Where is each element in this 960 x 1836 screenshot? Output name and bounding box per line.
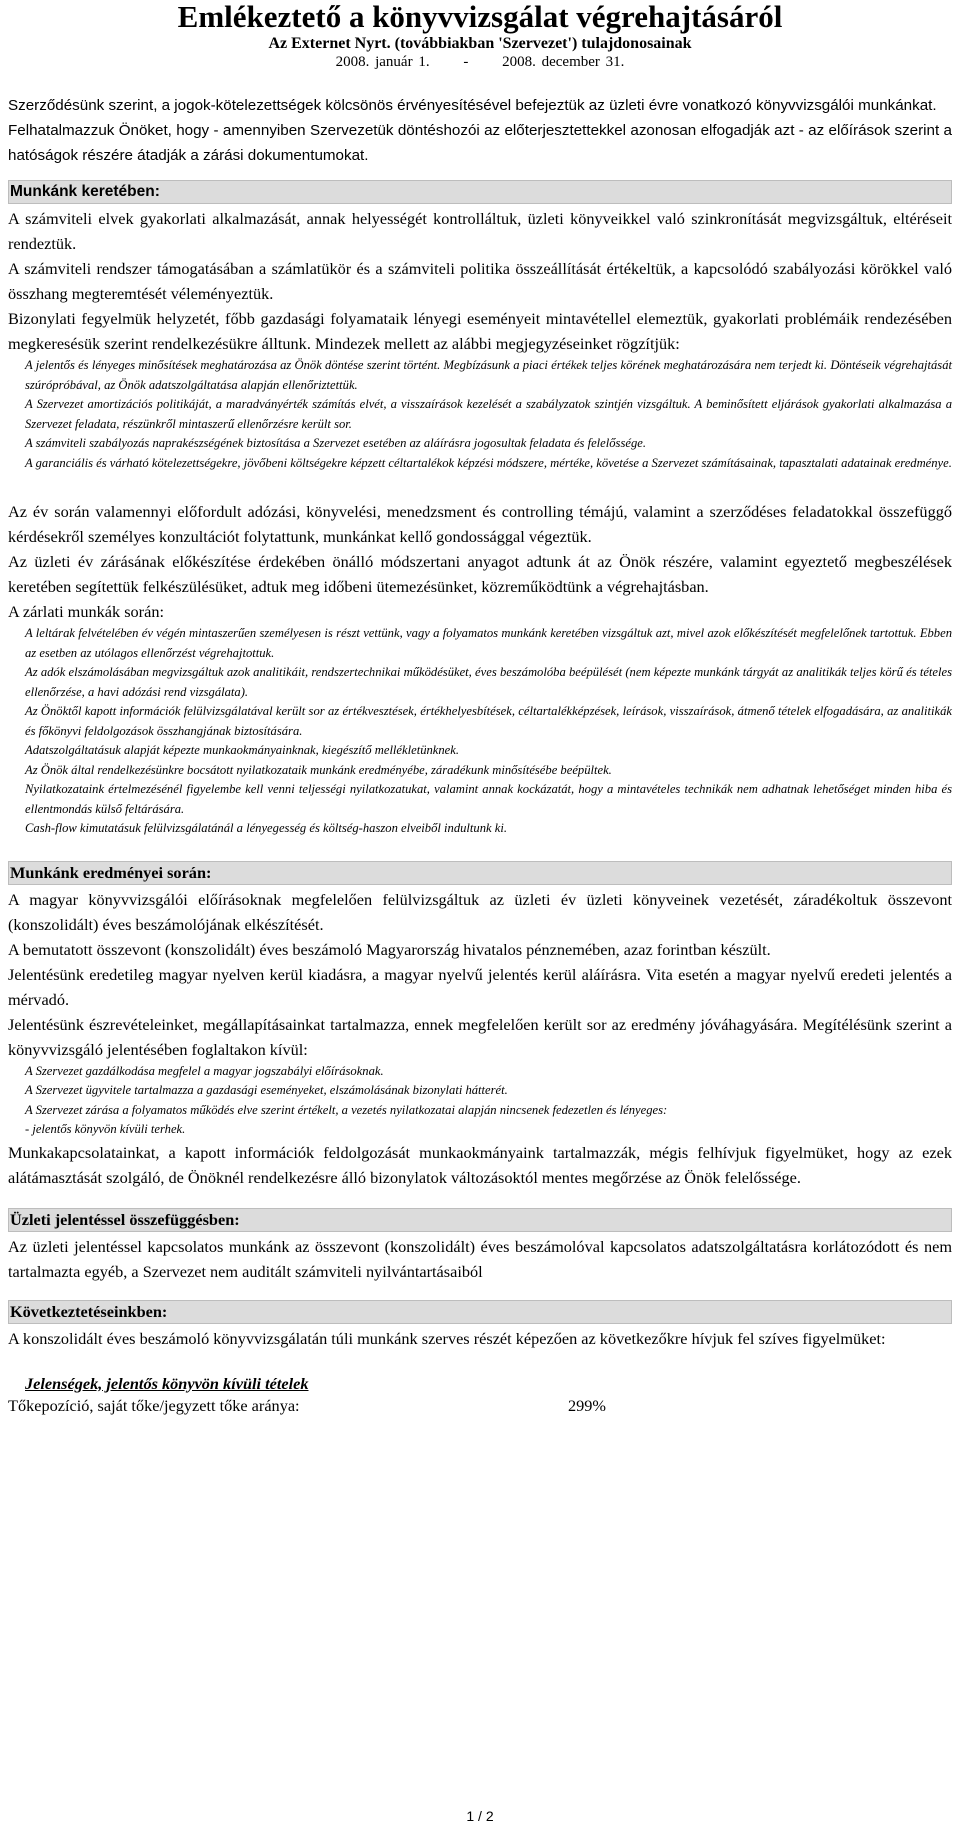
framework-note: A garanciális és várható kötelezettségekre, jövőbeni költségekre képzett céltartalékok képzési módszere, mértéke, követése a Szervezet számításainak, tapasztalati adatainak eredménye. — [25, 455, 952, 470]
conclusions-subheading: Jelenségek, jelentős könyvön kívüli tételek — [25, 1373, 309, 1393]
business-report-paragraph: Az üzleti jelentéssel kapcsolatos munkánk az összevont (konszolidált) éves beszámolóval kapcsolatos adatszolgáltatásra korlátozódott és nem tartalmazta egyéb, a Szervezet nem auditált számviteli nyilvántartásaiból — [8, 1236, 952, 1281]
section-heading-results: Munkánk eredményei során: — [8, 861, 952, 885]
period — [8, 53, 952, 71]
year-paragraph: Az év során valamennyi előfordult adózási, könyvelési, menedzsment és controlling témájú, valamint a szerződéses feladatokkal összefüggő kérdésekről személyes konzultációt folytattunk, munkánkat kellő gondossággal végeztük. — [8, 502, 952, 546]
ratio-row — [8, 1395, 952, 1417]
results-paragraph: A magyar könyvvizsgálói előírásoknak megfelelően felülvizsgáltuk az üzleti év üzleti könyveinek vezetését, záradékoltuk összevont (konszolidált) éves beszámolójának elkészítését. — [8, 889, 952, 934]
section-heading-conclusions: Következtetéseinkben: — [8, 1300, 952, 1324]
framework-paragraph: Bizonylati fegyelmük helyzetét, főbb gazdasági folyamataik lényegi eseményeit mintavétellel elemeztük, gyakorlati problémáik rendezésében megkeresésük szerint rendelkezésükre álltunk. Mindezek mellett az alábbi megjegyzéseinket rögzítjük: — [8, 309, 952, 353]
period-separator: - — [463, 54, 469, 70]
results-note: A Szervezet gazdálkodása megfelel a magyar jogszabályi előírásoknak. — [25, 1063, 384, 1078]
results-paragraph: Jelentésünk észrevételeinket, megállapításainkat tartalmazza, ennek megfelelően került sor az eredmény jóváhagyására. Megítélésünk szerint a könyvvizsgáló jelentésében foglaltakon kívül: — [8, 1014, 952, 1059]
intro-paragraph: Szerződésünk szerint, a jogok-kötelezettségek kölcsönös érvényesítésével befejeztük az üzleti évre vonatkozó könyvvizsgálói munkánkat. — [8, 97, 937, 114]
closing-note: Az Önöktől kapott információk felülvizsgálatával került sor az értékvesztések, értékhelyesbítések, céltartalékképzések, leírások, visszaírások, átmenő tételek elfogadására, az analitikák és főkönyvi feldolgozások összhangjának biztosítására. — [25, 704, 952, 738]
closing-note: A leltárak felvételében év végén mintaszerűen személyesen is részt vettünk, vagy a folyamatos munkánk keretében vizsgáltuk azt, mivel azok előkészítését megfelelőnek tartottuk. Ebben az esetben az utólagos ellenőrzést végrehajtottuk. — [25, 626, 952, 660]
page-title: Emlékeztető a könyvvizsgálat végrehajtásáról — [177, 0, 783, 34]
closing-note: Az adók elszámolásában megvizsgáltuk azok analitikáit, rendszertechnikai működésüket, éves beszámolóba beépülését (nem képezte munkánk tárgyát az analitikák teljes körű és tételes ellenőrzése, a havi adózási rend vizsgálata). — [25, 665, 952, 699]
document-content — [8, 0, 952, 1417]
framework-note: A jelentős és lényeges minősítések meghatározása az Önök döntése szerint történt. Megbízásunk a piaci értékek teljes körének meghatározására nem terjedt ki. Döntéseik végrehajtását szúrópróbával, az Önök adatszolgáltatása alapján ellenőriztettük. — [25, 358, 952, 392]
page-subtitle: Az Externet Nyrt. (továbbiakban 'Szervezet') tulajdonosainak — [268, 35, 692, 52]
period-end: 2008. december 31. — [502, 54, 625, 70]
results-note: A Szervezet ügyvitele tartalmazza a gazdasági eseményeket, elszámolásának bizonylati hátterét. — [25, 1083, 508, 1097]
section-heading-business-report: Üzleti jelentéssel összefüggésben: — [8, 1208, 952, 1232]
framework-paragraph: A számviteli elvek gyakorlati alkalmazását, annak helyességét kontrolláltuk, üzleti könyveikkel való szinkronítását megvizsgáltuk, eltéréseit rendeztük. — [8, 209, 952, 253]
framework-paragraph: A számviteli rendszer támogatásában a számlatükör és a számviteli politika összeállítását értékeltük, a kapcsolódó szabályozási körökkel való összhang megteremtését véleményeztük. — [8, 259, 952, 303]
closing-note: Cash-flow kimutatásuk felülvizsgálatánál a lényegesség és költség-haszon elveiből indultunk ki. — [25, 821, 507, 835]
framework-note: A Szervezet amortizációs politikáját, a maradványérték számítás elvét, a visszaírások kezelését a szabályzatok szintjén vizsgáltuk. A beminősített eljárások gyakorlati alkalmazása a Szervezet feladata, részünkről mintaszerű ellenőrzésre került sor. — [25, 397, 952, 431]
year-paragraph: A zárlati munkák során: — [8, 602, 164, 621]
results-paragraph: Jelentésünk eredetileg magyar nyelven kerül kiadásra, a magyar nyelvű jelentés kerül aláírásra. Vita esetén a magyar nyelvű eredeti jelentés a mérvadó. — [8, 964, 952, 1009]
closing-note: Az Önök által rendelkezésünkre bocsátott nyilatkozataik munkánk eredményébe, záradékunk minősítésébe beépültek. — [25, 762, 612, 777]
results-note: A Szervezet zárása a folyamatos működés elve szerint értékelt, a vezetés nyilatkozatai alapján nincsenek fedezetlen és lényeges: — [25, 1102, 668, 1117]
results-paragraph: A bemutatott összevont (konszolidált) éves beszámoló Magyarország hivatalos pénznemében, azaz forintban készült. — [8, 939, 771, 959]
results-note: - jelentős könyvön kívüli terhek. — [25, 1122, 186, 1136]
ratio-value: 299% — [568, 1395, 606, 1415]
closing-note: Nyilatkozataink értelmezésénél figyelembe kell venni teljességi nyilatkozatukat, valamint annak kockázatát, hogy a mintavételes technikák nem adhatnak lehetőséget minden hiba és ellentmondás külső feltárására. — [25, 782, 952, 816]
section-heading-framework: Munkánk keretében: — [8, 180, 952, 204]
closing-note: Adatszolgáltatásuk alapját képezte munkaokmányainknak, kiegészítő mellékletünknek. — [25, 743, 460, 757]
year-paragraph: Az üzleti év zárásának előkészítése érdekében önálló módszertani anyagot adtunk át az Önök részére, valamint egyeztető megbeszélések keretében segítettük felkészülésüket, adtuk meg időbeni ütemezésünket, közreműködtünk a végrehajtásban. — [8, 552, 952, 596]
conclusions-paragraph: A konszolidált éves beszámoló könyvvizsgálatán túli munkánk szerves részét képezően az következőkre hívjuk fel szíves figyelmüket: — [8, 1328, 886, 1348]
page-number: 1 / 2 — [466, 1808, 494, 1824]
results-closing: Munkakapcsolatainkat, a kapott információk feldolgozását munkaokmányaink tartalmazzák, mégis felhívjuk figyelmüket, hogy az ezek alátámasztását szolgáló, de Önöknél rendelkezésre álló bizonylatok változásoktól mentes megőrzése az Önök felelőssége. — [8, 1142, 952, 1187]
intro-paragraph: Felhatalmazzuk Önöket, hogy - amennyiben Szervezetük döntéshozói az előterjesztettekkel azonosan elfogadják azt - az előírások szerint a hatóságok részére átadják a zárási dokumentumokat. — [8, 122, 952, 164]
period-start: 2008. január 1. — [335, 54, 430, 70]
ratio-label: Tőkepozíció, saját tőke/jegyzett tőke aránya: — [8, 1395, 300, 1415]
framework-note: A számviteli szabályozás naprakészségének biztosítása a Szervezet esetében az aláírásra jogosultak feladata és felelőssége. — [25, 436, 646, 450]
